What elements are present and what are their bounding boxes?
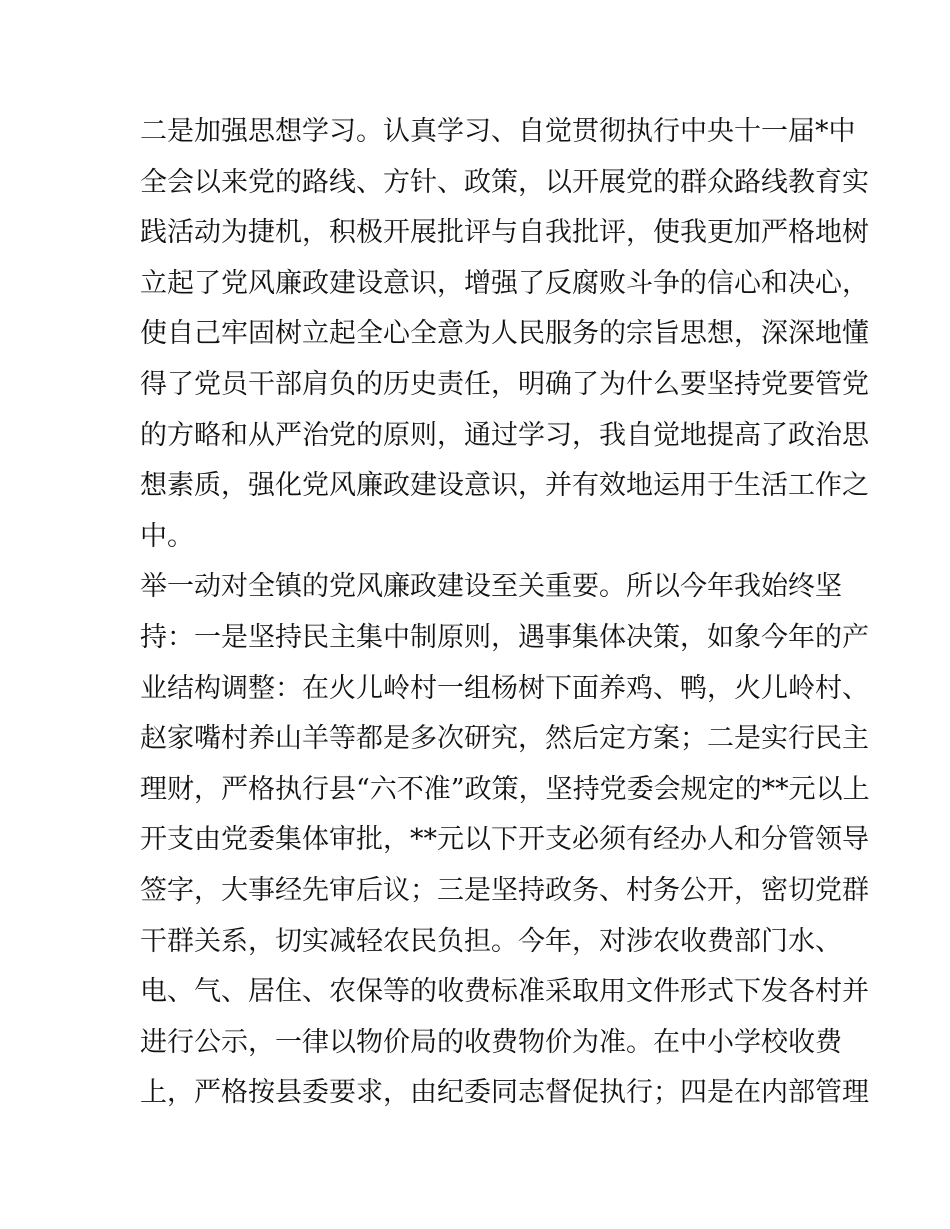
text-line: 践活动为捷机，积极开展批评与自我批评，使我更加严格地树 (140, 217, 869, 249)
text-line: 持：一是坚持民主集中制原则，遇事集体决策，如象今年的产 (140, 621, 869, 653)
text-line: 得了党员干部肩负的历史责任，明确了为什么要坚持党要管党 (140, 368, 869, 400)
text-line: 进行公示，一律以物价局的收费物价为准。在中小学校收费 (140, 1026, 842, 1058)
text-line: 赵家嘴村养山羊等都是多次研究，然后定方案；二是实行民主 (140, 723, 869, 755)
text-line: 签字，大事经先审后议；三是坚持政务、村务公开，密切党群 (140, 874, 869, 906)
text-line: 理财，严格执行县“六不准”政策，坚持党委会规定的**元以上 (140, 773, 870, 805)
text-line: 想素质，强化党风廉政建设意识，并有效地运用于生活工作之 (140, 470, 869, 502)
text-line: 举一动对全镇的党风廉政建设至关重要。所以今年我始终坚 (140, 571, 842, 603)
text-line: 的方略和从严治党的原则，通过学习，我自觉地提高了政治思 (140, 419, 869, 451)
text-line: 二是加强思想学习。认真学习、自觉贯彻执行中央十一届*中 (140, 116, 856, 147)
body-text (140, 107, 870, 1119)
text-line: 业结构调整：在火儿岭村一组杨树下面养鸡、鸭，火儿岭村、 (140, 672, 869, 704)
text-line: 立起了党风廉政建设意识，增强了反腐败斗争的信心和决心， (140, 267, 869, 299)
text-line: 上，严格按县委要求，由纪委同志督促执行；四是在内部管理 (140, 1077, 869, 1109)
text-line: 中。 (140, 520, 194, 552)
text-line: 电、气、居住、农保等的收费标准采取用文件形式下发各村并 (140, 976, 869, 1008)
text-line: 使自己牢固树立起全心全意为人民服务的宗旨思想，深深地懂 (140, 318, 869, 350)
text-line: 开支由党委集体审批，**元以下开支必须有经办人和分管领导 (140, 824, 869, 856)
text-line: 全会以来党的路线、方针、政策，以开展党的群众路线教育实 (140, 166, 869, 198)
text-line: 干群关系，切实减轻农民负担。今年，对涉农收费部门水、 (140, 925, 842, 957)
